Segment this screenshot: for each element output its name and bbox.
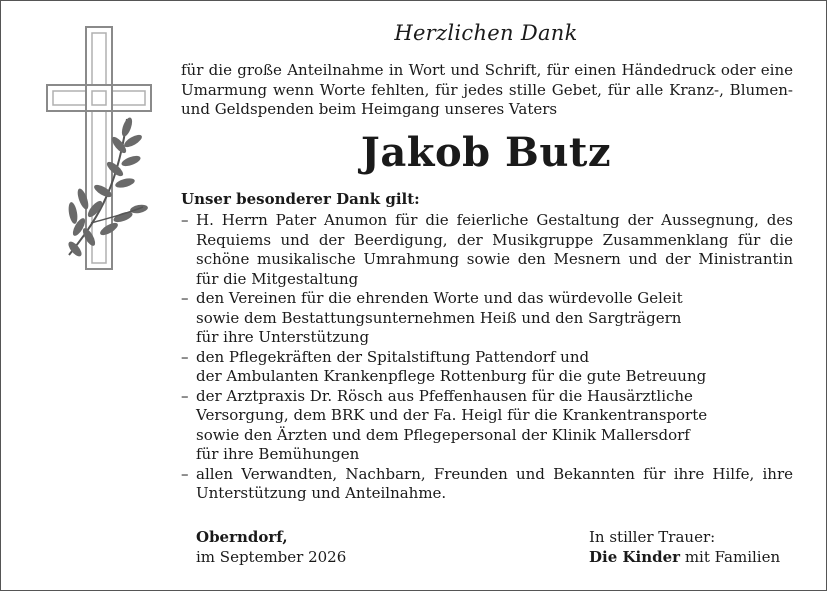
intro-text: für die große Anteilnahme in Wort und Schrift, für einen Händedruck oder eine Umarmung wenn Worte fehlten, für jedes stille Gebet, für alle Kranz-, Blumen- und Geldspenden beim Heimgang unseres Vaters bbox=[181, 61, 793, 118]
thanks-item-text: den Vereinen für die ehrenden Worte und das würdevolle Geleit sowie dem Bestattungsunternehmen Heiß und den Sargträgern für ihre Unterstützung bbox=[196, 289, 683, 346]
thanks-item bbox=[181, 211, 793, 289]
deceased-name: Jakob Butz bbox=[360, 129, 612, 176]
list-dash: – bbox=[181, 289, 189, 307]
thanks-item bbox=[181, 348, 793, 387]
thanks-item-text: H. Herrn Pater Anumon für die feierliche Gestaltung der Aussegnung, des Requiems und der Beerdigung, der Musikgruppe Zusammenklang für die schöne musikalische Umrahmung sowie den Mesnern und der Ministrantin für die Mitgestaltung bbox=[196, 211, 793, 288]
cross-with-olive-branch-icon bbox=[39, 23, 169, 273]
list-dash: – bbox=[181, 386, 189, 405]
notice-heading: Herzlichen Dank bbox=[394, 21, 578, 45]
place: Oberndorf, bbox=[196, 528, 288, 546]
thanks-item-text: den Pflegekräften der Spitalstiftung Pattendorf und der Ambulanten Krankenpflege Rottenburg für die gute Betreuung bbox=[196, 347, 707, 385]
mourners-rest: mit Familien bbox=[680, 548, 781, 566]
mourning-label: In stiller Trauer: bbox=[589, 528, 716, 546]
list-dash: – bbox=[181, 211, 189, 229]
thanks-item-text: allen Verwandten, Nachbarn, Freunden und Bekannten für ihre Hilfe, ihre Unterstützung und Anteilnahme. bbox=[196, 464, 793, 502]
mourners-bold: Die Kinder bbox=[589, 548, 681, 566]
thanks-item bbox=[181, 289, 793, 348]
date: im September 2026 bbox=[196, 548, 347, 566]
mourners-block bbox=[589, 527, 780, 567]
place-date-block bbox=[196, 527, 346, 567]
thanks-item bbox=[181, 465, 793, 504]
mourners bbox=[589, 547, 780, 567]
thanks-list bbox=[181, 211, 793, 504]
thanks-item bbox=[181, 387, 793, 465]
list-dash: – bbox=[181, 347, 189, 366]
thanks-item-text: der Arztpraxis Dr. Rösch aus Pfeffenhausen für die Hausärztliche Versorgung, dem BRK und der Fa. Heigl für die Krankentransporte sowie den Ärzten und dem Pflegepersonal der Klinik Mallersdorf für ihre Bemühungen bbox=[196, 386, 708, 463]
thanks-title: Unser besonderer Dank gilt: bbox=[181, 190, 420, 208]
list-dash: – bbox=[181, 464, 189, 483]
